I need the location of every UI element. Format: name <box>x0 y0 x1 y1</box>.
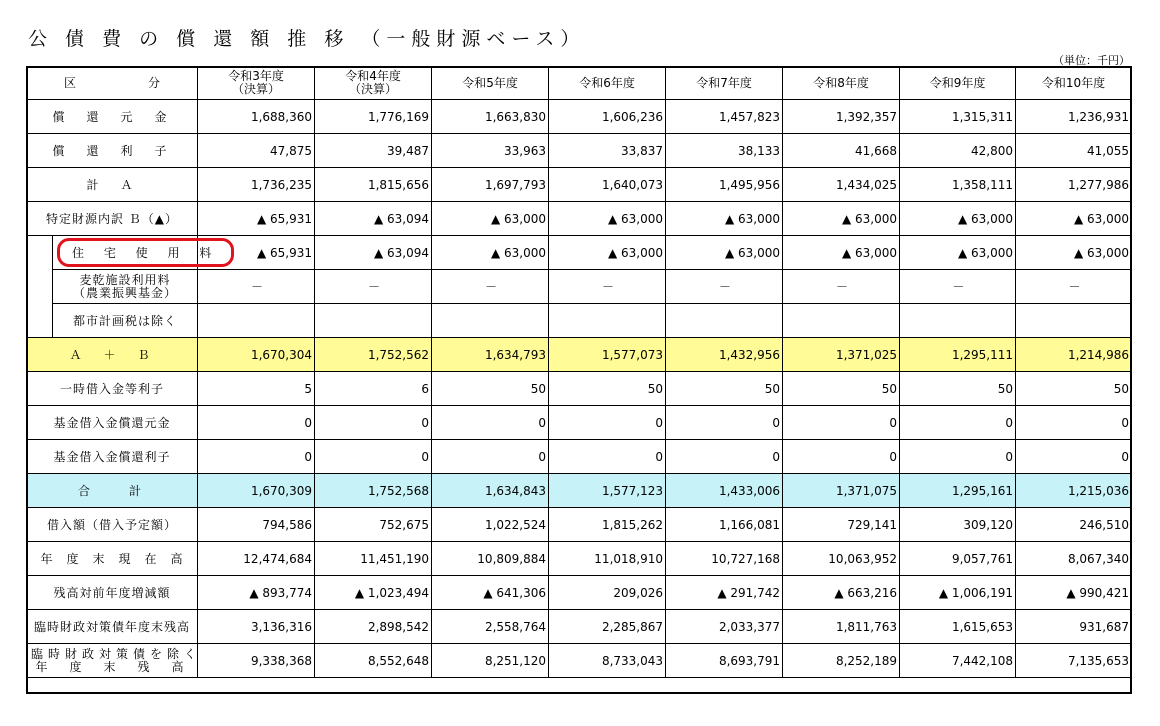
table-cell: 1,295,111 <box>900 338 1016 372</box>
table-cell: 10,063,952 <box>783 542 900 576</box>
table-cell <box>432 304 549 338</box>
table-cell: 10,727,168 <box>666 542 783 576</box>
table-cell: 1,215,036 <box>1016 474 1132 508</box>
table-cell: － <box>198 270 315 304</box>
table-cell: 1,752,562 <box>315 338 432 372</box>
table-cell: 1,434,025 <box>783 168 900 202</box>
table-cell: 1,815,656 <box>315 168 432 202</box>
table-cell: 0 <box>666 440 783 474</box>
table-row <box>27 576 1132 610</box>
table-cell: 0 <box>432 440 549 474</box>
table-cell: 0 <box>783 440 900 474</box>
table-cell: 8,067,340 <box>1016 542 1132 576</box>
table-cell: 9,338,368 <box>198 644 315 678</box>
table-cell: 1,214,986 <box>1016 338 1132 372</box>
table-cell: ▲ 63,000 <box>432 202 549 236</box>
table-cell: ▲ 63,000 <box>900 202 1016 236</box>
row-label: 借入額（借入予定額） <box>27 508 198 542</box>
table-cell: － <box>432 270 549 304</box>
table-cell: 50 <box>900 372 1016 406</box>
table-cell: 8,251,120 <box>432 644 549 678</box>
table-cell: 1,022,524 <box>432 508 549 542</box>
header-year-label: 令和6年度 <box>579 75 635 90</box>
table-cell: ▲ 63,094 <box>315 202 432 236</box>
table-cell: 1,663,830 <box>432 100 549 134</box>
header-year <box>198 67 315 100</box>
unit-label: （単位：千円） <box>1053 54 1130 67</box>
table-cell: 1,371,025 <box>783 338 900 372</box>
table-cell: 1,371,075 <box>783 474 900 508</box>
header-year-label: 令和4年度 <box>345 69 401 83</box>
table-cell: 50 <box>783 372 900 406</box>
table-cell: 1,634,793 <box>432 338 549 372</box>
table-cell: ▲ 1,006,191 <box>900 576 1016 610</box>
row-label: 一時借入金等利子 <box>27 372 198 406</box>
table-cell: ▲ 63,000 <box>432 236 549 270</box>
table-row <box>27 440 1132 474</box>
table-cell: ▲ 63,000 <box>900 236 1016 270</box>
table-cell: 50 <box>549 372 666 406</box>
table-cell: ▲ 63,000 <box>666 236 783 270</box>
table-cell: 309,120 <box>900 508 1016 542</box>
table-cell: 8,252,189 <box>783 644 900 678</box>
row-label: 計 Ａ <box>27 168 198 202</box>
row-label <box>53 270 198 304</box>
header-year-label: 令和5年度 <box>462 75 518 90</box>
row-label <box>27 644 202 678</box>
table-cell: 1,166,081 <box>666 508 783 542</box>
header-year-label: 令和3年度 <box>228 69 284 83</box>
table-cell: ▲ 63,000 <box>1016 236 1132 270</box>
header-year <box>900 67 1016 100</box>
table-cell <box>783 304 900 338</box>
table-cell <box>666 304 783 338</box>
table-cell: 10,809,884 <box>432 542 549 576</box>
table-cell: ▲ 663,216 <box>783 576 900 610</box>
table-cell: 1,577,073 <box>549 338 666 372</box>
table-cell: 8,733,043 <box>549 644 666 678</box>
table-cell: 41,055 <box>1016 134 1132 168</box>
table-row <box>27 406 1132 440</box>
table-cell: 11,018,910 <box>549 542 666 576</box>
table-row <box>27 100 1132 134</box>
table-row <box>27 304 1132 338</box>
table-cell: 7,135,653 <box>1016 644 1132 678</box>
header-year-label: 令和10年度 <box>1041 75 1106 90</box>
table-cell <box>315 304 432 338</box>
table-cell: － <box>666 270 783 304</box>
table-cell: 33,963 <box>432 134 549 168</box>
table-cell: 8,693,791 <box>666 644 783 678</box>
table-row <box>27 508 1132 542</box>
table-cell: 1,295,161 <box>900 474 1016 508</box>
row-label: 償 還 元 金 <box>27 100 198 134</box>
table-cell: ▲ 990,421 <box>1016 576 1132 610</box>
table-row <box>27 542 1132 576</box>
table-cell: 0 <box>900 440 1016 474</box>
table-cell: 0 <box>1016 440 1132 474</box>
table-cell: ▲ 291,742 <box>666 576 783 610</box>
table-cell: 209,026 <box>549 576 666 610</box>
table-cell: ▲ 65,931 <box>198 236 315 270</box>
table-cell <box>198 304 315 338</box>
table-cell: 1,640,073 <box>549 168 666 202</box>
row-label <box>53 236 220 270</box>
table-cell: ▲ 63,000 <box>549 202 666 236</box>
table-cell <box>1016 304 1132 338</box>
header-year <box>549 67 666 100</box>
table-cell: 0 <box>1016 406 1132 440</box>
table-cell: － <box>315 270 432 304</box>
indent-cell <box>27 236 53 270</box>
table-cell: 1,277,986 <box>1016 168 1132 202</box>
row-label: 特定財源内訳 Ｂ（▲） <box>27 202 198 236</box>
table-cell: － <box>783 270 900 304</box>
table-cell: 1,615,653 <box>900 610 1016 644</box>
table-cell: 42,800 <box>900 134 1016 168</box>
table-cell: 1,432,956 <box>666 338 783 372</box>
table-cell: ▲ 63,000 <box>783 236 900 270</box>
table-cell: 2,285,867 <box>549 610 666 644</box>
header-year-label: 令和8年度 <box>813 75 869 90</box>
table-cell: 1,670,309 <box>198 474 315 508</box>
table-cell: 7,442,108 <box>900 644 1016 678</box>
table-cell <box>900 304 1016 338</box>
table-cell: 1,315,311 <box>900 100 1016 134</box>
table-cell: 41,668 <box>783 134 900 168</box>
table-cell: 3,136,316 <box>198 610 315 644</box>
table-cell <box>549 304 666 338</box>
table-cell: 1,577,123 <box>549 474 666 508</box>
table-row <box>27 134 1132 168</box>
table-cell: 0 <box>549 406 666 440</box>
table-cell: 1,688,360 <box>198 100 315 134</box>
header-division: 区 分 <box>27 67 198 100</box>
table-cell: ▲ 893,774 <box>198 576 315 610</box>
row-label-line2: （農業振興基金） <box>73 285 178 300</box>
table-cell: 2,898,542 <box>315 610 432 644</box>
indent-cell <box>27 270 53 304</box>
debt-service-table <box>26 66 1132 678</box>
table-cell: 6 <box>315 372 432 406</box>
row-label: 基金借入金償還元金 <box>27 406 198 440</box>
table-cell: 0 <box>315 406 432 440</box>
header-year-sublabel: （決算） <box>349 82 398 96</box>
table-cell: 50 <box>1016 372 1132 406</box>
header-year <box>783 67 900 100</box>
table-cell: 1,392,357 <box>783 100 900 134</box>
table-cell: 1,433,006 <box>666 474 783 508</box>
table-cell: 2,558,764 <box>432 610 549 644</box>
table-cell: 1,752,568 <box>315 474 432 508</box>
table-cell: 1,606,236 <box>549 100 666 134</box>
table-cell: 33,837 <box>549 134 666 168</box>
header-year <box>1016 67 1132 100</box>
header-year-label: 令和9年度 <box>929 75 986 90</box>
table-cell: ▲ 1,023,494 <box>315 576 432 610</box>
row-label: 臨時財政対策債年度末残高 <box>27 610 198 644</box>
row-label: 合 計 <box>27 474 198 508</box>
table-cell: 931,687 <box>1016 610 1132 644</box>
table-cell: 50 <box>432 372 549 406</box>
table-cell: 0 <box>666 406 783 440</box>
table-cell: 1,670,304 <box>198 338 315 372</box>
table-cell: － <box>1016 270 1132 304</box>
table-cell: 0 <box>315 440 432 474</box>
table-cell: ▲ 63,000 <box>783 202 900 236</box>
table-row <box>27 270 1132 304</box>
table-cell: 38,133 <box>666 134 783 168</box>
table-cell: ▲ 65,931 <box>198 202 315 236</box>
table-cell: 729,141 <box>783 508 900 542</box>
table-cell: 39,487 <box>315 134 432 168</box>
table-cell: 1,811,763 <box>783 610 900 644</box>
table-cell: 0 <box>198 440 315 474</box>
table-cell: 2,033,377 <box>666 610 783 644</box>
table-row <box>27 202 1132 236</box>
table-cell: 246,510 <box>1016 508 1132 542</box>
table-cell: 1,776,169 <box>315 100 432 134</box>
header-year <box>315 67 432 100</box>
table-cell: 794,586 <box>198 508 315 542</box>
row-label: Ａ ＋ Ｂ <box>27 338 198 372</box>
table-cell: 0 <box>549 440 666 474</box>
table-cell: 752,675 <box>315 508 432 542</box>
header-year <box>666 67 783 100</box>
table-cell: ▲ 63,000 <box>1016 202 1132 236</box>
table-cell: 1,457,823 <box>666 100 783 134</box>
row-label-line2: 年 度 末 残 高 <box>35 659 189 674</box>
table-cell: 1,358,111 <box>900 168 1016 202</box>
table-cell: 47,875 <box>198 134 315 168</box>
row-label: 償 還 利 子 <box>27 134 198 168</box>
page-title: 公 債 費 の 償 還 額 推 移 （一般財源ベース） <box>28 28 586 50</box>
table-cell: 9,057,761 <box>900 542 1016 576</box>
table-cell: 0 <box>900 406 1016 440</box>
row-label: 残高対前年度増減額 <box>27 576 198 610</box>
table-cell: 1,815,262 <box>549 508 666 542</box>
table-row <box>27 338 1132 372</box>
table-cell: 5 <box>198 372 315 406</box>
table-cell: ▲ 63,094 <box>315 236 432 270</box>
circled-row-label: 住 宅 使 用 料 <box>57 238 234 267</box>
table-row <box>27 372 1132 406</box>
table-cell: 8,552,648 <box>315 644 432 678</box>
row-label: 基金借入金償還利子 <box>27 440 198 474</box>
table-row <box>27 474 1132 508</box>
row-label-line1: 臨時財政対策債を除く <box>31 646 202 661</box>
table-cell: 1,697,793 <box>432 168 549 202</box>
table-cell: ▲ 63,000 <box>549 236 666 270</box>
table-cell: 50 <box>666 372 783 406</box>
table-row <box>27 610 1132 644</box>
header-year-label: 令和7年度 <box>696 75 752 90</box>
table-row <box>27 236 1132 270</box>
table-cell: － <box>900 270 1016 304</box>
table-cell: 0 <box>198 406 315 440</box>
table-cell: ▲ 641,306 <box>432 576 549 610</box>
table-cell: 1,236,931 <box>1016 100 1132 134</box>
table-cell: 0 <box>783 406 900 440</box>
row-label: 都市計画税は除く <box>53 304 198 338</box>
table-cell: － <box>549 270 666 304</box>
table-cell: 1,495,956 <box>666 168 783 202</box>
table-cell: 12,474,684 <box>198 542 315 576</box>
row-label-line1: 麦乾施設利用料 <box>79 272 171 287</box>
row-label: 年 度 末 現 在 高 <box>27 542 198 576</box>
table-cell: 1,736,235 <box>198 168 315 202</box>
table-cell: ▲ 63,000 <box>666 202 783 236</box>
header-year-sublabel: （決算） <box>232 82 281 96</box>
header-row <box>27 67 1132 100</box>
table-cell: 1,634,843 <box>432 474 549 508</box>
table-cell: 11,451,190 <box>315 542 432 576</box>
header-year <box>432 67 549 100</box>
indent-cell <box>27 304 53 338</box>
table-row <box>27 168 1132 202</box>
table-cell: 0 <box>432 406 549 440</box>
table-row <box>27 644 1132 678</box>
